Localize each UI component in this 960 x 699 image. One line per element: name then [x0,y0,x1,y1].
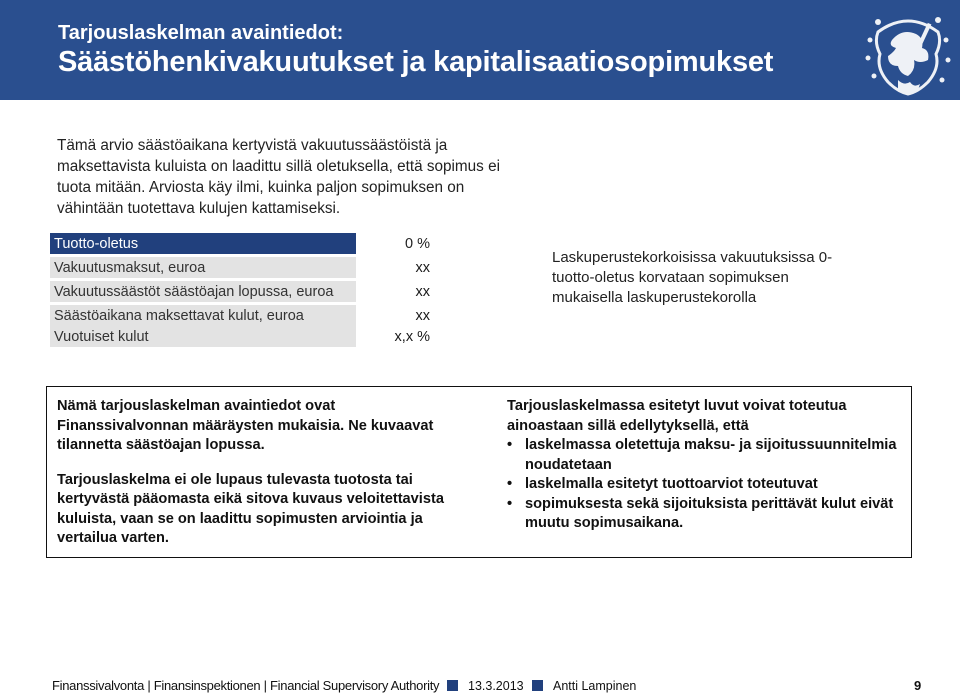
yield-assumption-label: Tuotto-oletus [50,233,356,254]
disclaimer-right-column [507,397,907,534]
row-label: Vuotuiset kulut [50,326,356,347]
slide-footer [0,674,960,699]
no-promise-statement: Tarjouslaskelma ei ole lupaus tulevasta tuotosta tai kertyvästä pääomasta eikä sitova kuvaus veloitettavista kuluista, vaan se on laadittu sopimusten arviointia ja vertailua varten. [57,471,444,546]
key-figures-table [50,233,434,347]
conditions-intro: Tarjouslaskelmassa esitetyt luvut voivat toteutua ainoastaan sillä edellytyksellä, että [507,398,847,434]
bullet-icon: • [507,495,513,512]
conditions-list [507,436,907,534]
table-row [50,281,434,302]
slide-title: Säästöhenkivakuutukset ja kapitalisaatiosopimukset [58,46,774,78]
lion-coat-of-arms-icon [858,2,958,98]
row-label: Vakuutussäästöt säästöajan lopussa, euroa [50,281,356,302]
bullet-icon: • [507,437,513,453]
table-row [50,326,434,347]
row-label: Säästöaikana maksettavat kulut, euroa [50,305,356,326]
table-row [50,257,434,278]
row-value: xx [415,307,430,324]
list-item [507,475,907,495]
yield-assumption-value: 0 % [356,233,434,254]
regulation-statement: Nämä tarjouslaskelman avaintiedot ovat Finanssivalvonnan määräysten mukaisia. Ne kuvaavat tilannetta säästöajan lopussa. [57,398,434,453]
condition-text: sopimuksesta sekä sijoituksista perittävät kulut eivät muutu sopimusaikana. [525,495,894,531]
list-item [507,495,907,534]
slide-subtitle: Tarjouslaskelman avaintiedot: [58,22,344,44]
square-marker-icon [447,680,458,691]
interest-rate-note: Laskuperustekorkoisissa vakuutuksissa 0-tuotto-oletus korvataan sopimuksen mukaisella laskuperustekorolla [552,249,833,306]
table-header-row [50,233,434,254]
disclaimer-left-column [57,397,449,564]
disclaimer-box [46,386,912,558]
organization-name: Finanssivalvonta | Finansinspektionen | Financial Supervisory Authority [52,678,440,693]
intro-paragraph [57,135,517,219]
row-value: xx [415,259,430,276]
condition-text: laskelmassa oletettuja maksu- ja sijoitussuunnitelmia noudatetaan [525,437,897,473]
intro-text: Tämä arvio säästöaikana kertyvistä vakuutussäästöistä ja maksettavista kuluista on laadittu sillä oletuksella, että sopimus ei tuota mitään. Arviosta käy ilmi, kuinka paljon sopimuksen on vähintään tuotettava kulujen kattamiseksi. [57,137,500,217]
row-value: x,x % [394,328,430,345]
row-label: Vakuutusmaksut, euroa [50,257,356,278]
page-number: 9 [914,678,922,693]
row-value: xx [415,283,430,300]
presentation-date: 13.3.2013 [468,679,524,693]
table-row [50,305,434,326]
title-bar [0,0,960,100]
author-name: Antti Lampinen [553,679,637,693]
list-item [507,436,907,475]
bullet-icon: • [507,476,513,492]
condition-text: laskelmalla esitetyt tuottoarviot toteutuvat [525,476,818,492]
square-marker-icon [532,680,543,691]
